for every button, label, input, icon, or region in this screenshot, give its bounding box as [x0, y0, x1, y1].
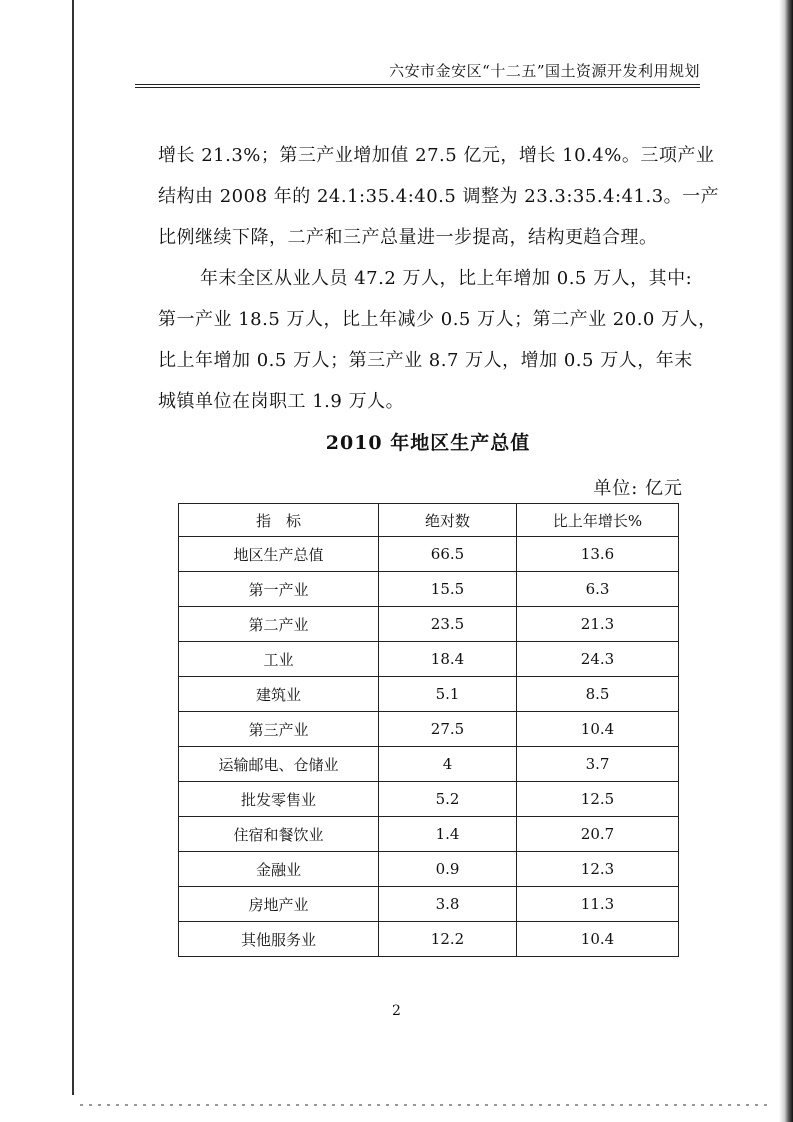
cell-indicator: 房地产业 [179, 887, 379, 922]
cell-growth-rate: 12.5 [517, 782, 679, 817]
cell-absolute-value: 4 [379, 747, 517, 782]
cell-growth-rate: 8.5 [517, 677, 679, 712]
table-unit: 单位: 亿元 [593, 478, 683, 499]
cell-growth-rate: 20.7 [517, 817, 679, 852]
cell-absolute-value: 15.5 [379, 572, 517, 607]
column-header-growth: 比上年增长% [517, 504, 679, 537]
cell-growth-rate: 11.3 [517, 887, 679, 922]
table-row [179, 537, 679, 572]
cell-indicator: 住宿和餐饮业 [179, 817, 379, 852]
paragraph-employment [158, 258, 728, 422]
text-line: 年末全区从业人员 47.2 万人，比上年增加 0.5 万人，其中: [200, 268, 693, 289]
scan-edge-shadow [779, 0, 793, 1122]
scan-bottom-edge [80, 1104, 770, 1106]
table-row [179, 782, 679, 817]
text-line: 第一产业 18.5 万人，比上年减少 0.5 万人；第二产业 20.0 万人， [158, 309, 717, 330]
cell-indicator: 运输邮电、仓储业 [179, 747, 379, 782]
text-line: 比例继续下降，二产和三产总量进一步提高，结构更趋合理。 [158, 227, 658, 248]
cell-absolute-value: 0.9 [379, 852, 517, 887]
table-row [179, 607, 679, 642]
cell-indicator: 建筑业 [179, 677, 379, 712]
cell-growth-rate: 12.3 [517, 852, 679, 887]
table-row [179, 747, 679, 782]
table-header-row [179, 504, 679, 537]
column-header-indicator: 指 标 [179, 504, 379, 537]
cell-growth-rate: 24.3 [517, 642, 679, 677]
cell-indicator: 金融业 [179, 852, 379, 887]
table-row [179, 712, 679, 747]
cell-indicator: 其他服务业 [179, 922, 379, 957]
cell-absolute-value: 12.2 [379, 922, 517, 957]
cell-absolute-value: 66.5 [379, 537, 517, 572]
text-line: 增长 21.3%；第三产业增加值 27.5 亿元，增长 10.4%。三项产业 [158, 145, 715, 166]
cell-indicator: 地区生产总值 [179, 537, 379, 572]
table-title: 2010 年地区生产总值 [325, 432, 531, 454]
cell-absolute-value: 23.5 [379, 607, 517, 642]
table-row [179, 922, 679, 957]
table-row [179, 572, 679, 607]
running-header: 六安市金安区“十二五”国土资源开发利用规划 [389, 62, 700, 80]
cell-indicator: 工业 [179, 642, 379, 677]
cell-growth-rate: 3.7 [517, 747, 679, 782]
cell-indicator: 批发零售业 [179, 782, 379, 817]
page-number: 2 [392, 1003, 401, 1019]
cell-absolute-value: 5.1 [379, 677, 517, 712]
header-rule-secondary [135, 87, 700, 88]
cell-growth-rate: 21.3 [517, 607, 679, 642]
text-line: 比上年增加 0.5 万人；第三产业 8.7 万人，增加 0.5 万人，年末 [158, 350, 693, 371]
cell-growth-rate: 13.6 [517, 537, 679, 572]
cell-indicator: 第二产业 [179, 607, 379, 642]
cell-growth-rate: 10.4 [517, 712, 679, 747]
table-body [179, 537, 679, 957]
table-row [179, 677, 679, 712]
cell-absolute-value: 3.8 [379, 887, 517, 922]
text-line: 结构由 2008 年的 24.1:35.4:40.5 调整为 23.3:35.4:41.3。一产 [158, 186, 720, 207]
cell-absolute-value: 1.4 [379, 817, 517, 852]
table-row [179, 887, 679, 922]
cell-absolute-value: 27.5 [379, 712, 517, 747]
column-header-absolute: 绝对数 [379, 504, 517, 537]
cell-indicator: 第一产业 [179, 572, 379, 607]
binding-line [72, 0, 74, 1095]
cell-absolute-value: 5.2 [379, 782, 517, 817]
paragraph-industry-structure [158, 135, 728, 258]
cell-growth-rate: 6.3 [517, 572, 679, 607]
gdp-table [178, 503, 679, 957]
cell-indicator: 第三产业 [179, 712, 379, 747]
cell-absolute-value: 18.4 [379, 642, 517, 677]
cell-growth-rate: 10.4 [517, 922, 679, 957]
table-row [179, 817, 679, 852]
header-rule [135, 84, 700, 85]
table-row [179, 642, 679, 677]
table-row [179, 852, 679, 887]
text-line: 城镇单位在岗职工 1.9 万人。 [158, 391, 405, 412]
